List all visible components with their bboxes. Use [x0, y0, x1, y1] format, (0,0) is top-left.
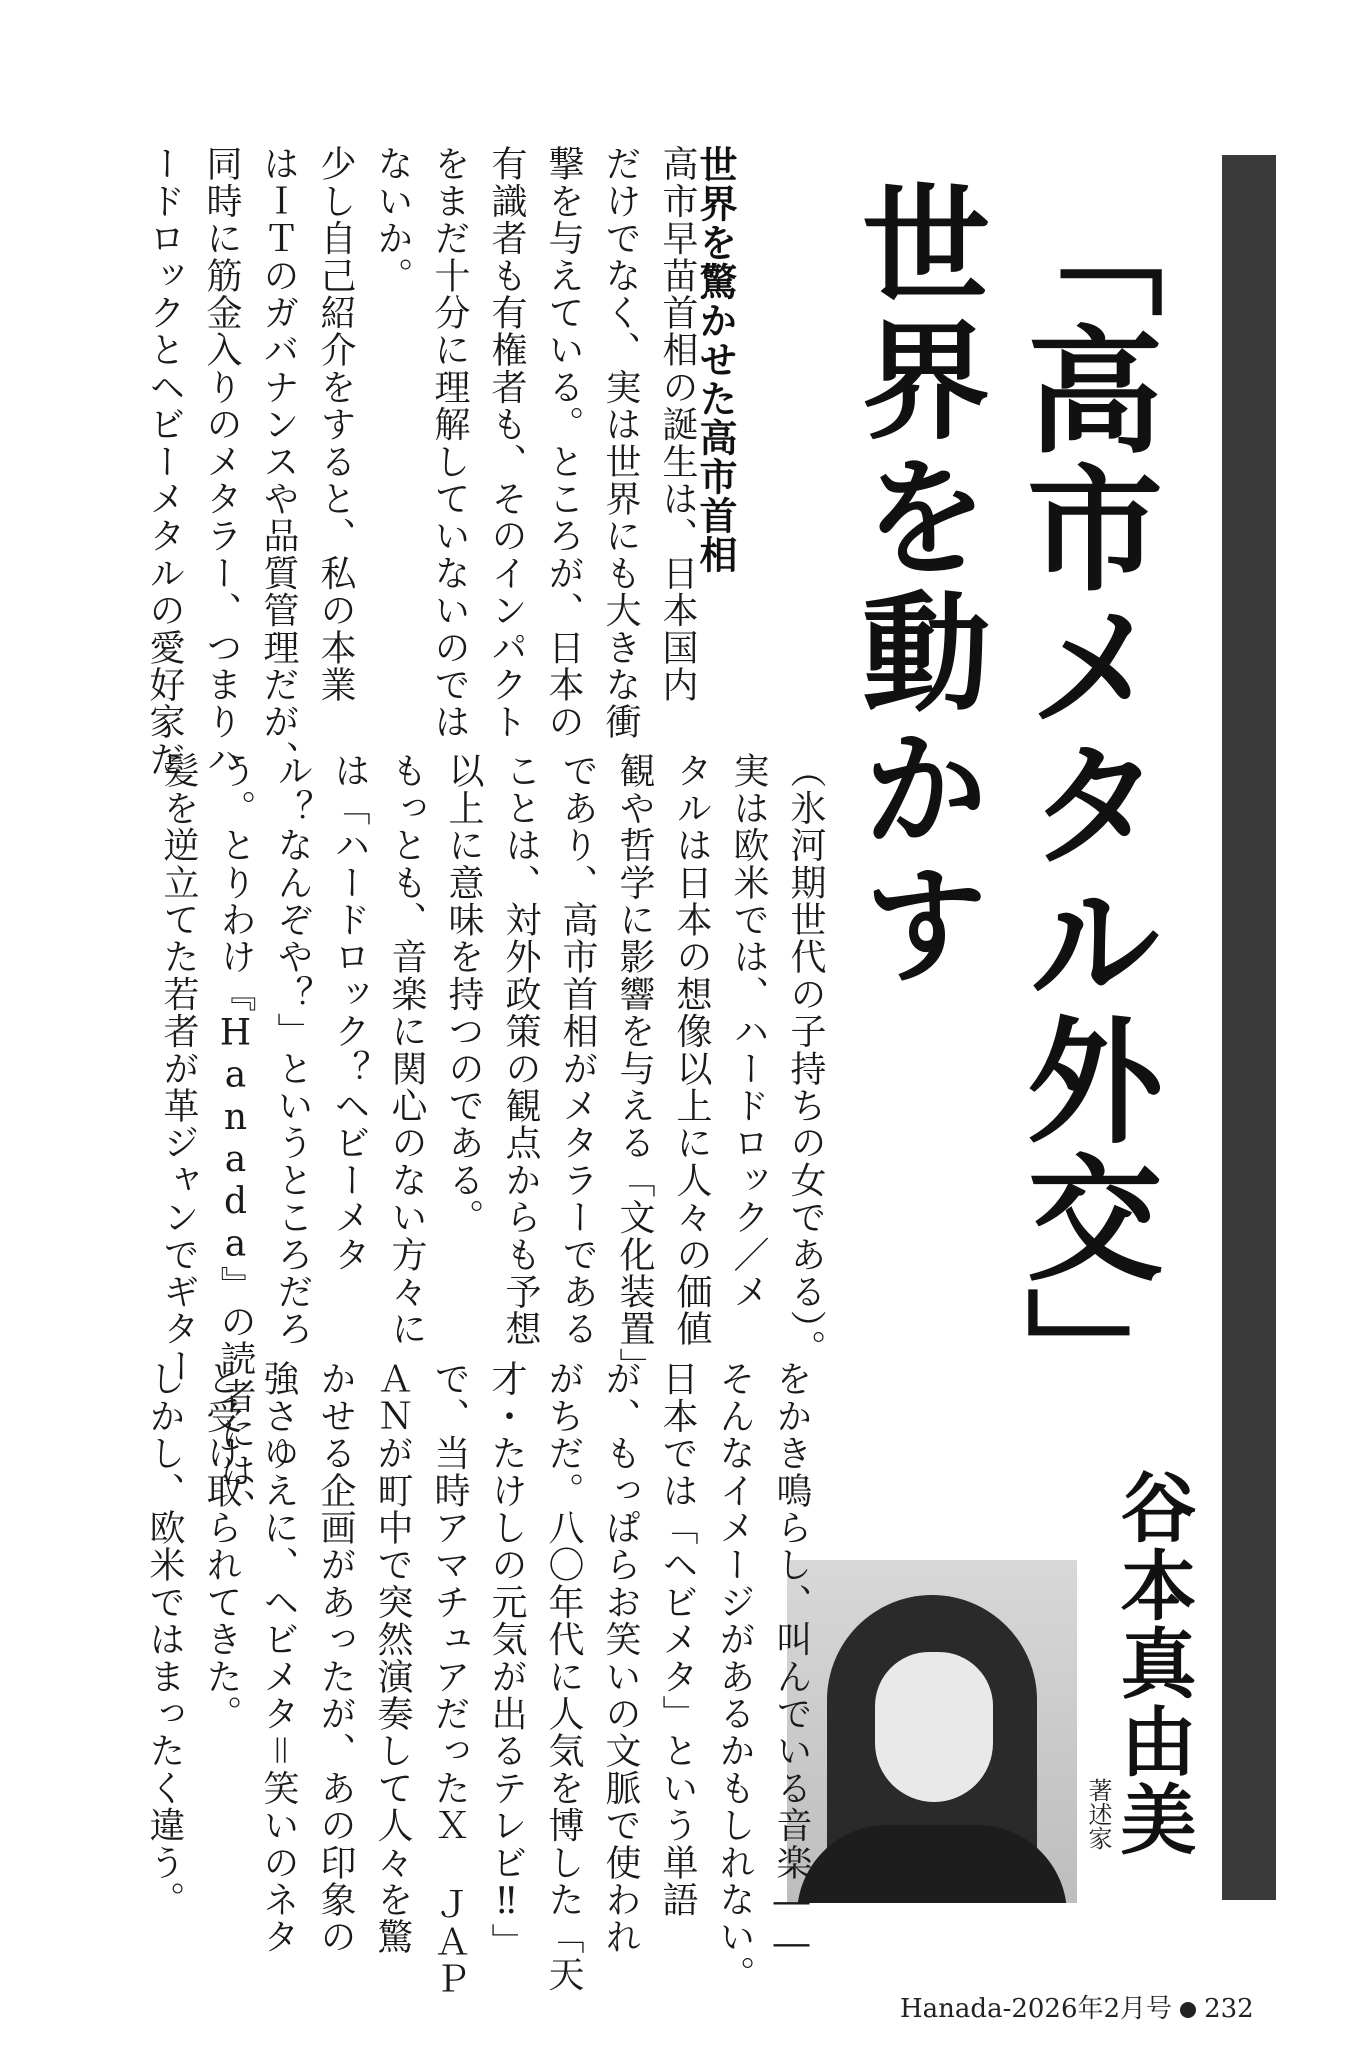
page-footer [900, 1988, 1254, 2025]
publication-name: Hanada-2026年2月号 [900, 1994, 1173, 2024]
author-name: 谷本真由美 [1108, 1468, 1197, 1858]
article-subtitle: 世界を動かす [840, 178, 990, 994]
body-text-block-c: をかき鳴らし、叫んでいる音楽―― そんなイメージがあるかもしれない。 日本では「ヘビメタ」という単語 が、もっぱらお笑いの文脈で使われ がちだ。八〇年代に人気を博した「天 才・たけしの元気が出るテレビ‼」 で、当時アマチュアだったＸ ＪＡＰ ＡＮが町中で突然演奏して人々を驚 かせる企画があったが、あの印象の 強さゆえに、ヘビメタ＝笑いのネタ と受け取られてきた。 しかし、欧米ではまったく違う。 [144, 1360, 812, 1998]
page-number: 232 [1204, 1994, 1254, 2024]
author-role: 著述家 [1084, 1778, 1112, 1850]
bullet-icon [1180, 2002, 1196, 2018]
body-text-block-a: 高市早苗首相の誕生は、日本国内 だけでなく、実は世界にも大きな衝 撃を与えている。ところが、日本の 有識者も有権者も、そのインパクト をまだ十分に理解していないのでは ないか。 少し自己紹介をすると、私の本業 はＩＴのガバナンスや品質管理だが、 同時に筋金入りのメタラー、つまりハ ードロックとヘビーメタルの愛好家だ [144, 145, 698, 778]
author-face-shape [875, 1652, 993, 1802]
author-photo [787, 1560, 1077, 1903]
article-title: 「高市メタル外交」 [1003, 182, 1163, 1424]
body-text-block-b: （氷河期世代の子持ちの女である）。 実は欧米では、ハードロック／メ タルは日本の想像以上に人々の価値 観や哲学に影響を与える「文化装置」 であり、高市首相がメタラーである ことは、対外政策の観点からも予想 以上に意味を持つのである。 もっとも、音楽に関心のない方々に は「ハードロック？ヘビーメタ ル？なんぞや？」というところだろ う。とりわけ『Hanada』の読者には、 髪を逆立てた若者が革ジャンでギター [158, 752, 826, 1526]
title-accent-bar [1222, 155, 1276, 1900]
section-heading: 世界を驚かせた高市首相 [693, 145, 738, 574]
